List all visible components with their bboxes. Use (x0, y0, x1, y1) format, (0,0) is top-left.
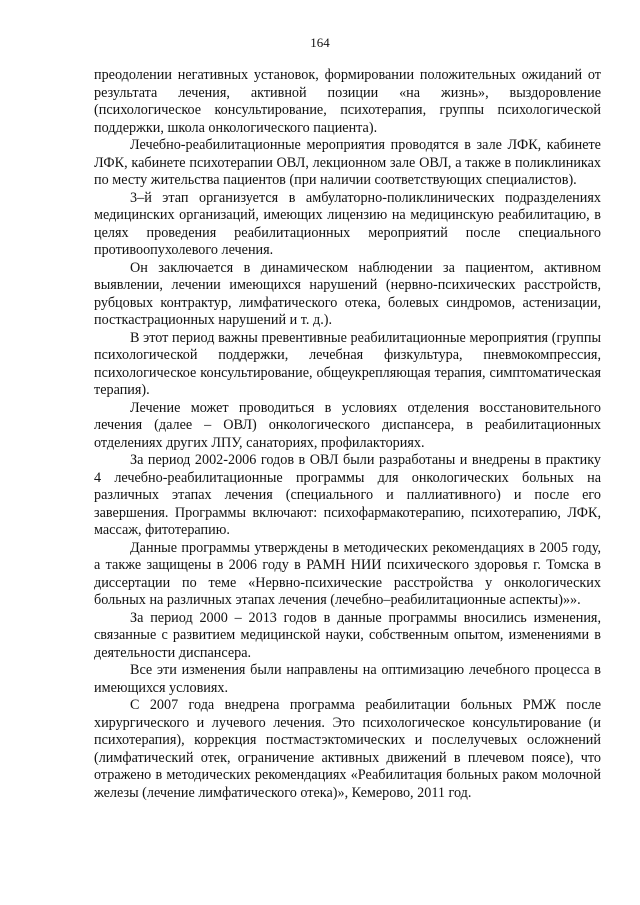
body-text (94, 67, 601, 802)
paragraph: Лечебно-реабилитационные мероприятия проводятся в зале ЛФК, кабинете ЛФК, кабинете психотерапии ОВЛ, лекционном зале ОВЛ, а также в поликлиниках по месту жительства пациентов (при наличии соответствующих специалистов). (94, 137, 601, 188)
page-number: 164 (310, 35, 330, 50)
paragraph: За период 2002-2006 годов в ОВЛ были разработаны и внедрены в практику 4 лечебно-реабилитационные программы для онкологических больных на различных этапах лечения (специального и паллиативного) и после его завершения. Программы включают: психофармакотерапию, психотерапию, ЛФК, массаж, фитотерапию. (94, 452, 601, 538)
paragraph: Данные программы утверждены в методических рекомендациях в 2005 году, а также защищены в 2006 году в РАМН НИИ психического здоровья г. Томска в диссертации по теме «Нервно-психические расстройства у онкологических больных на различных этапах лечения (лечебно–реабилитационные аспекты)»». (94, 539, 601, 608)
paragraph: Лечение может проводиться в условиях отделения восстановительного лечения (далее – ОВЛ) онкологического диспансера, в реабилитационных отделениях других ЛПУ, санаториях, профилакториях. (94, 399, 601, 451)
paragraph: В этот период важны превентивные реабилитационные мероприятия (группы психологической поддержки, лечебная физкультура, пневмокомпрессия, психологическое консультирование, общеукрепляющая терапия, симптоматическая терапия). (94, 329, 601, 398)
paragraph: Все эти изменения были направлены на оптимизацию лечебного процесса в имеющихся условиях. (94, 662, 601, 696)
paragraph: С 2007 года внедрена программа реабилитации больных РМЖ после хирургического и лучевого лечения. Это психологическое консультирование (и психотерапия), коррекция постмастэктомических и послелучевых осложнений (лимфатический отек, ограничение активных движений в плечевом поясе), что отражено в методических рекомендациях «Реабилитация больных раком молочной железы (лечение лимфатического отека)», Кемерово, 2011 год. (94, 697, 601, 801)
paragraph: Он заключается в динамическом наблюдении за пациентом, активном выявлении, лечении имеющихся нарушений (нервно-психических расстройств, рубцовых контрактур, лимфатического отека, болевых синдромов, астенизации, посткастрационных нарушений и т. д.). (94, 259, 601, 328)
paragraph: преодолении негативных установок, формировании положительных ожиданий от результата лечения, активной позиции «на жизнь», выздоровление (психологическое консультирование, психотерапия, группы психологической поддержки, школа онкологического пациента). (94, 67, 601, 136)
paragraph: За период 2000 – 2013 годов в данные программы вносились изменения, связанные с развитием медицинской науки, собственным опытом, изменениями в деятельности диспансера. (94, 609, 601, 661)
paragraph: 3–й этап организуется в амбулаторно-поликлинических подразделениях медицинских организаций, имеющих лицензию на медицинскую реабилитацию, в целях проведения реабилитационных мероприятий после специального противоопухолевого лечения. (94, 189, 601, 258)
